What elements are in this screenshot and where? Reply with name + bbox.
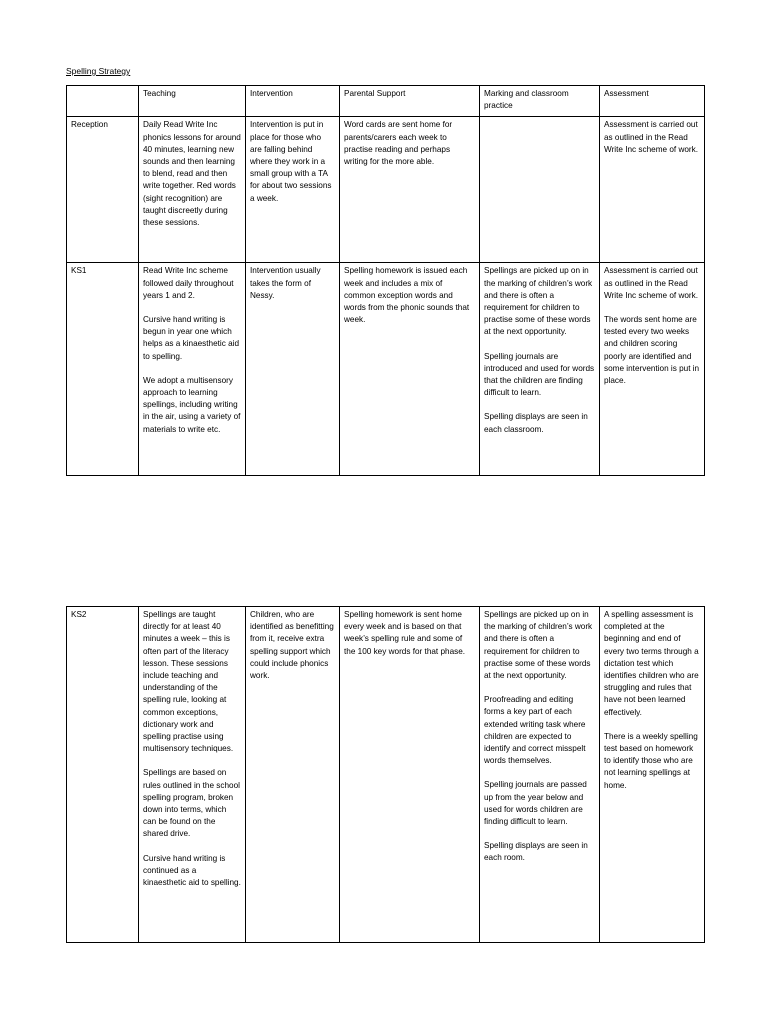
header-cell-marking: Marking and classroom practice [480, 86, 600, 117]
cell-paragraph: Intervention is put in place for those who are falling behind where they work in a small group with a TA for about two sessions a week. [250, 120, 332, 203]
cell-paragraph: We adopt a multisensory approach to learning spellings, including writing in the air, using a variety of materials to write etc. [143, 375, 241, 434]
header-cell-stage [67, 86, 139, 117]
stage-cell: Reception [67, 117, 139, 263]
header-cell-intervention: Intervention [246, 86, 340, 117]
cell-paragraph: Spelling journals are introduced and used for words that the children are finding difficult to learn. [484, 351, 595, 398]
teaching-cell [139, 117, 246, 263]
table-row-ks1 [67, 263, 705, 476]
intervention-cell [246, 263, 340, 476]
cell-paragraph: Assessment is carried out as outlined in the Read Write Inc scheme of work. [604, 266, 699, 300]
cell-paragraph: Spelling homework is issued each week and includes a mix of common exception words and words from the phonic sounds that week. [344, 266, 470, 325]
table-row-ks2 [67, 607, 705, 943]
assessment-cell [600, 607, 705, 943]
stage-cell: KS1 [67, 263, 139, 476]
parental-support-cell [340, 117, 480, 263]
cell-paragraph: A spelling assessment is completed at the beginning and end of every two terms through a dictation test which identifies children who are struggling and rules that have not been learned effectively. [604, 610, 699, 717]
cell-paragraph: The words sent home are tested every two weeks and children scoring poorly are identified and some intervention is put in place. [604, 315, 700, 386]
cell-paragraph: Children, who are identified as benefitting from it, receive extra spelling support which could include phonics work. [250, 610, 334, 681]
parental-support-cell [340, 263, 480, 476]
table-row-reception [67, 117, 705, 263]
intervention-cell [246, 607, 340, 943]
cell-paragraph: There is a weekly spelling test based on homework to identify those who are not learning spellings at home. [604, 731, 698, 790]
cell-paragraph: Read Write Inc scheme followed daily throughout years 1 and 2. [143, 266, 234, 300]
strategy-table-page-bottom [66, 606, 705, 943]
cell-paragraph: Spelling displays are seen in each room. [484, 841, 588, 863]
intervention-cell [246, 117, 340, 263]
teaching-cell [139, 263, 246, 476]
stage-cell: KS2 [67, 607, 139, 943]
page-title: Spelling Strategy [66, 66, 131, 76]
cell-paragraph: Spelling displays are seen in each classroom. [484, 412, 588, 434]
cell-paragraph: Spellings are picked up on in the marking of children’s work and there is often a requirement for children to practise some of these words at the next opportunity. [484, 266, 593, 337]
assessment-cell [600, 117, 705, 263]
cell-paragraph: Cursive hand writing is begun in year one which helps as a kinaesthetic aid to spelling. [143, 315, 240, 361]
marking-cell [480, 607, 600, 943]
header-cell-teaching: Teaching [139, 86, 246, 117]
teaching-cell [139, 607, 246, 943]
strategy-table-page-top [66, 85, 705, 476]
cell-paragraph: Spellings are picked up on in the marking of children’s work and there is often a requirement for children to practise some of these words at the next opportunity. [484, 610, 593, 681]
header-cell-parental-support: Parental Support [340, 86, 480, 117]
cell-paragraph: Spellings are taught directly for at least 40 minutes a week – this is often part of the literacy lesson. These sessions include teaching and understanding of the spelling rule, looking at common exceptions, dictionary work and spelling practise using multisensory techniques. [143, 610, 234, 754]
cell-paragraph: Assessment is carried out as outlined in the Read Write Inc scheme of work. [604, 120, 699, 154]
parental-support-cell [340, 607, 480, 943]
cell-paragraph: Daily Read Write Inc phonics lessons for around 40 minutes, learning new sounds and then learning to blend, read and then write together. Red words (sight recognition) are taught discreetly during these sessions. [143, 120, 241, 228]
cell-paragraph: Proofreading and editing forms a key part of each extended writing task where children are expected to identify and correct misspelt words themselves. [484, 695, 586, 766]
cell-paragraph: Cursive hand writing is continued as a kinaesthetic aid to spelling. [143, 853, 241, 888]
cell-paragraph: Word cards are sent home for parents/carers each week to practise reading and perhaps writing for the more able. [344, 120, 453, 167]
cell-paragraph: Intervention usually takes the form of Nessy. [250, 266, 321, 300]
marking-cell [480, 117, 600, 263]
cell-paragraph: Spelling homework is sent home every week and is based on that week’s spelling rule and some of the 100 key words for that phase. [344, 610, 466, 656]
header-row [67, 86, 705, 117]
cell-paragraph: Spellings are based on rules outlined in the school spelling program, broken down into terms, which can be found on the shared drive. [143, 768, 240, 839]
header-cell-assessment: Assessment [600, 86, 705, 117]
marking-cell [480, 263, 600, 476]
assessment-cell [600, 263, 705, 476]
cell-paragraph: Spelling journals are passed up from the year below and used for words children are finding difficult to learn. [484, 780, 587, 827]
